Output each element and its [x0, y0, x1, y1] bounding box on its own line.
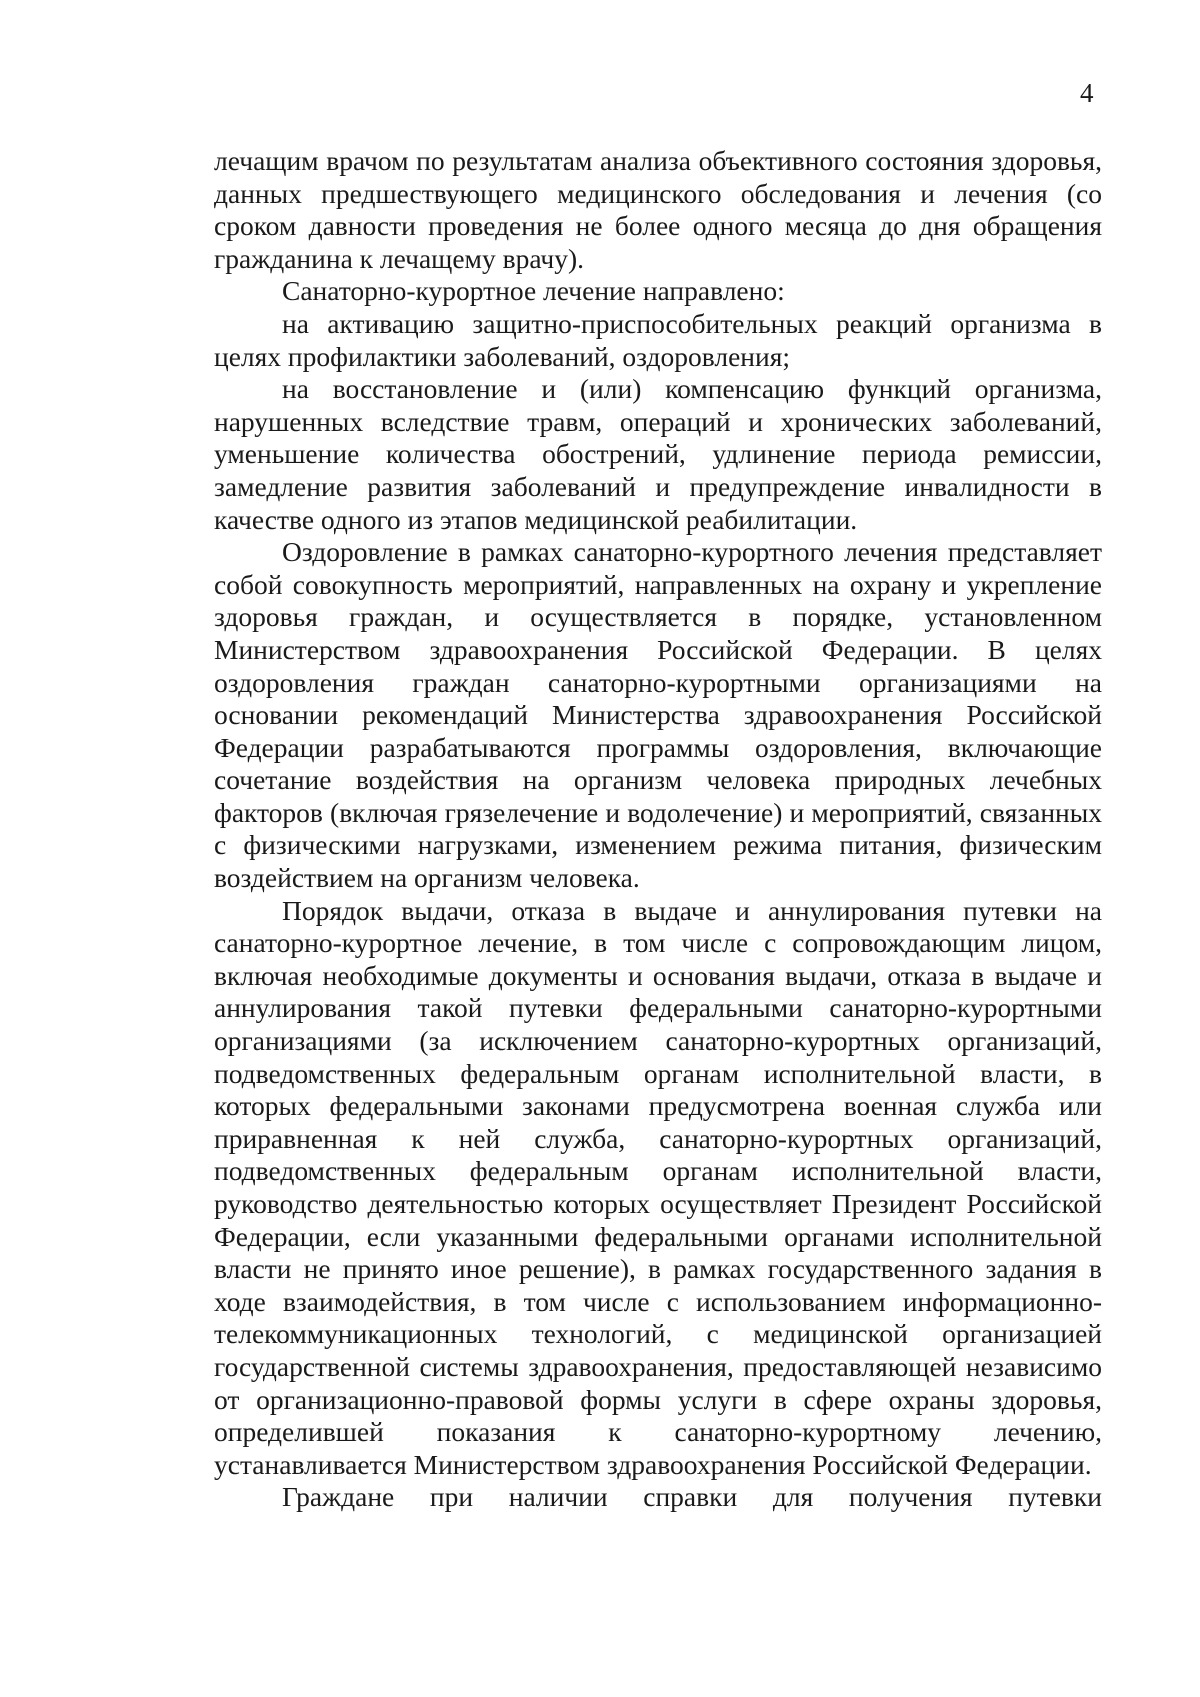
- paragraph-activation: на активацию защитно-приспособительных реакций организма в целях профилактики заболеваний, оздоровления;: [214, 307, 1102, 372]
- paragraph-continuation: лечащим врачом по результатам анализа объективного состояния здоровья, данных предшествующего медицинского обследования и лечения (со сроком давности проведения не более одного месяца до дня обращения гражданина к лечащему врачу).: [214, 145, 1102, 274]
- page-number: 4: [1080, 78, 1094, 108]
- paragraph-voucher-procedure: Порядок выдачи, отказа в выдаче и аннулирования путевки на санаторно-курортное лечение, в том числе с сопровождающим лицом, включая необходимые документы и основания выдачи, отказа в выдаче и аннулирования такой путевки федеральными санаторно-курортными организациями (за исключением санаторно-курортных организаций, подведомственных федеральным органам исполнительной власти, в которых федеральными законами предусмотрена военная служба или приравненная к ней служба, санаторно-курортных организаций, подведомственных федеральным органам исполнительной власти, руководство деятельностью которых осуществляет Президент Российской Федерации, если указанными федеральными органами исполнительной власти не принято иное решение), в рамках государственного задания в ходе взаимодействия, в том числе с использованием информационно-телекоммуникационных технологий, с медицинской организацией государственной системы здравоохранения, предоставляющей независимо от организационно-правовой формы услуги в сфере охраны здоровья, определившей показания к санаторно-курортному лечению, устанавливается Министерством здравоохранения Российской Федерации.: [214, 894, 1102, 1480]
- paragraph-citizens: Граждане при наличии справки для получения путевки: [282, 1481, 1102, 1513]
- paragraph-health-improvement: Оздоровление в рамках санаторно-курортного лечения представляет собой совокупность мероприятий, направленных на охрану и укрепление здоровья граждан, и осуществляется в порядке, установленном Министерством здравоохранения Российской Федерации. В целях оздоровления граждан санаторно-курортными организациями на основании рекомендаций Министерства здравоохранения Российской Федерации разрабатываются программы оздоровления, включающие сочетание воздействия на организм человека природных лечебных факторов (включая грязелечение и водолечение) и мероприятий, связанных с физическими нагрузками, изменением режима питания, физическим воздействием на организм человека.: [214, 536, 1102, 894]
- paragraph-restoration: на восстановление и (или) компенсацию функций организма, нарушенных вследствие травм, операций и хронических заболеваний, уменьшение количества обострений, удлинение периода ремиссии, замедление развития заболеваний и предупреждение инвалидности в качестве одного из этапов медицинской реабилитации.: [214, 373, 1102, 535]
- document-body: [214, 145, 1102, 1514]
- paragraph-treatment-directed: Санаторно-курортное лечение направлено:: [282, 275, 785, 307]
